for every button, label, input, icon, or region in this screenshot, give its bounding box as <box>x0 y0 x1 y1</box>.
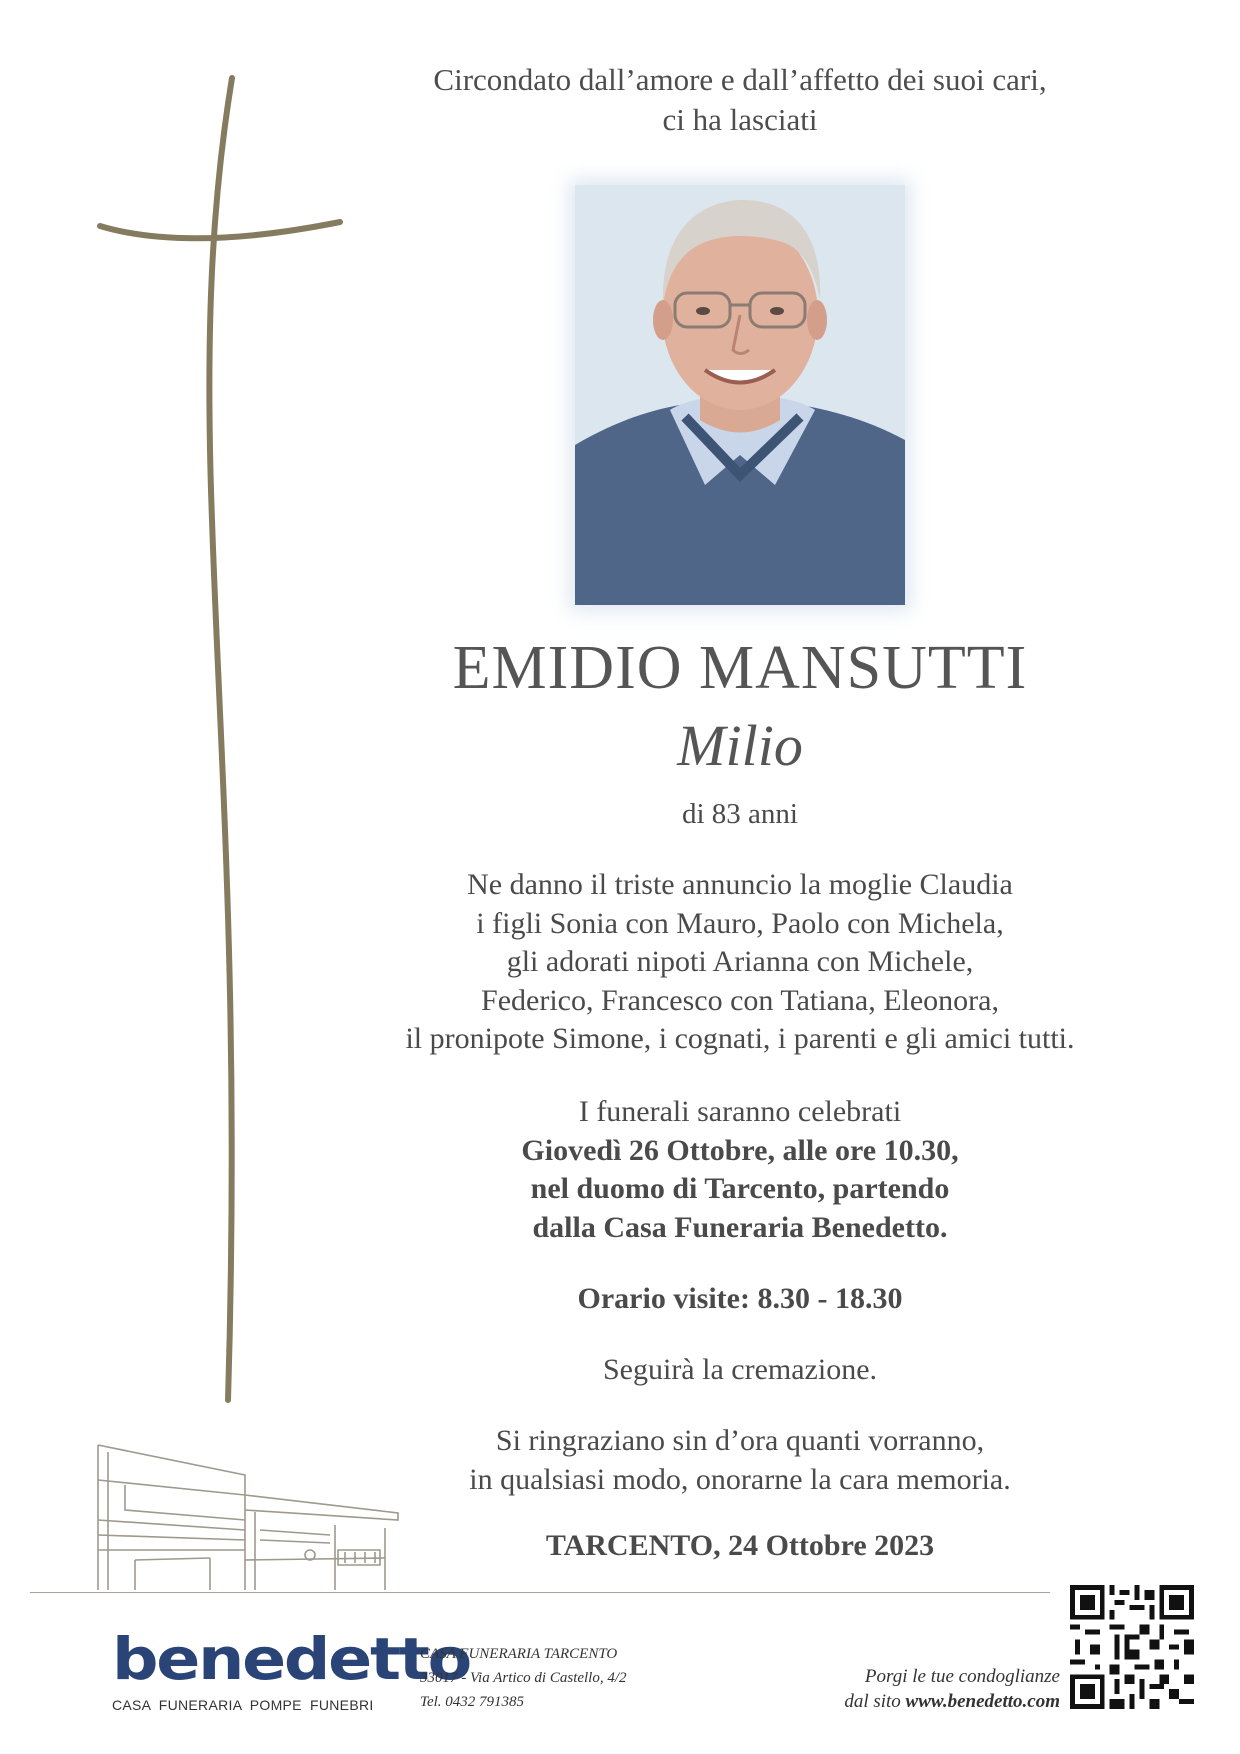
address-line: 33017 - Via Artico di Castello, 4/2 <box>420 1670 627 1686</box>
announcement-text <box>340 866 1140 1059</box>
condolences-line: Porgi le tue condoglianze <box>864 1666 1060 1687</box>
address-line: CASA FUNERARIA TARCENTO <box>420 1646 618 1662</box>
announcement-line: il pronipote Simone, i cognati, i parenti e gli amici tutti. <box>405 1022 1075 1055</box>
condolences-prefix: dal sito <box>844 1691 906 1712</box>
condolences-line <box>760 1689 1060 1714</box>
funeral-intro: I funerali saranno celebrati <box>578 1095 902 1128</box>
funeral-detail-line: Giovedì 26 Ottobre, alle ore 10.30, <box>521 1133 959 1167</box>
intro-text <box>340 60 1140 140</box>
announcement-line: i figli Sonia con Mauro, Paolo con Michela, <box>476 906 1004 940</box>
cross-icon <box>0 0 360 1420</box>
place-date: TARCENTO, 24 Ottobre 2023 <box>545 1529 935 1562</box>
brand-logo: benedetto <box>112 1625 470 1693</box>
deceased-name: EMIDIO MANSUTTI <box>452 634 1028 702</box>
thanks-line: in qualsiasi modo, onorarne la cara memoria. <box>469 1462 1011 1496</box>
cremation-note: Seguirà la cremazione. <box>602 1353 878 1386</box>
announcement-line: Ne danno il triste annuncio la moglie Claudia <box>467 868 1013 901</box>
intro-line: ci ha lasciati <box>662 102 818 137</box>
condolences-site-link[interactable]: www.benedetto.com <box>905 1691 1060 1712</box>
building-icon <box>80 1440 410 1600</box>
deceased-age: di 83 anni <box>682 798 798 830</box>
qr-code-icon[interactable] <box>1070 1585 1194 1709</box>
address-line: Tel. 0432 791385 <box>420 1694 525 1710</box>
funeral-detail-line: dalla Casa Funeraria Benedetto. <box>532 1210 948 1244</box>
portrait-photo <box>575 185 905 605</box>
thanks-line: Si ringraziano sin d’ora quanti vorranno, <box>495 1424 985 1457</box>
announcement-line: gli adorati nipoti Arianna con Michele, <box>506 945 974 978</box>
visiting-hours: Orario visite: 8.30 - 18.30 <box>577 1282 903 1315</box>
condolences-note <box>760 1664 1060 1714</box>
announcement-line: Federico, Francesco con Tatiana, Eleonora, <box>481 983 999 1017</box>
thanks-text <box>340 1422 1140 1499</box>
funeral-home-address <box>420 1642 627 1714</box>
brand-subtitle: CASA FUNERARIA POMPE FUNEBRI <box>112 1697 374 1713</box>
intro-line: Circondato dall’amore e dall’affetto dei suoi cari, <box>433 62 1047 97</box>
deceased-nickname: Milio <box>677 713 803 778</box>
funeral-details <box>340 1093 1140 1247</box>
funeral-detail-line: nel duomo di Tarcento, partendo <box>530 1172 950 1205</box>
footer-divider <box>30 1592 1050 1593</box>
